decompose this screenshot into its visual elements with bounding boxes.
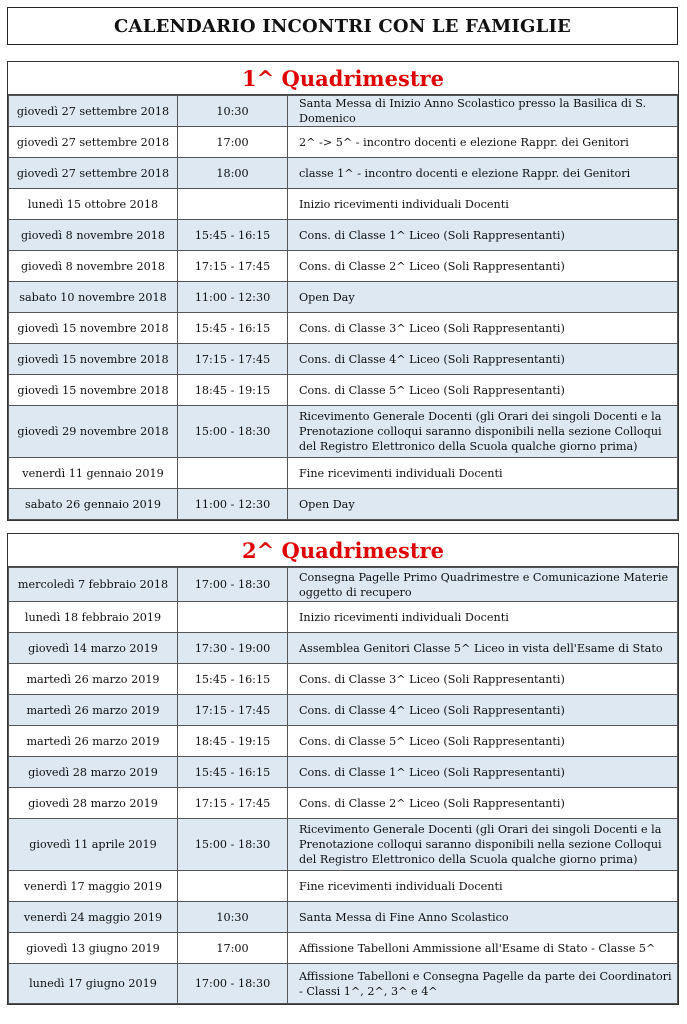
- event-description: Affissione Tabelloni e Consegna Pagelle da parte dei Coordinatori - Classi 1^, 2^, 3^ e 4^: [288, 964, 678, 1004]
- event-description: Fine ricevimenti individuali Docenti: [288, 458, 678, 489]
- event-time: 11:00 - 12:30: [178, 282, 288, 313]
- event-date: lunedì 18 febbraio 2019: [9, 602, 178, 633]
- document-title-box: [7, 7, 678, 45]
- table-row: [9, 158, 678, 189]
- table-row: [9, 220, 678, 251]
- event-description: Cons. di Classe 3^ Liceo (Soli Rappresentanti): [288, 313, 678, 344]
- table-row: [9, 344, 678, 375]
- event-time: 15:00 - 18:30: [178, 406, 288, 458]
- event-date: mercoledì 7 febbraio 2018: [9, 568, 178, 602]
- event-description: 2^ -> 5^ - incontro docenti e elezione Rappr. dei Genitori: [288, 127, 678, 158]
- event-time: 17:30 - 19:00: [178, 633, 288, 664]
- event-date: giovedì 28 marzo 2019: [9, 788, 178, 819]
- event-time: [178, 189, 288, 220]
- event-date: giovedì 28 marzo 2019: [9, 757, 178, 788]
- event-description: Cons. di Classe 5^ Liceo (Soli Rappresentanti): [288, 726, 678, 757]
- table-row: [9, 313, 678, 344]
- event-date: martedì 26 marzo 2019: [9, 695, 178, 726]
- table-row: [9, 568, 678, 602]
- event-date: lunedì 17 giugno 2019: [9, 964, 178, 1004]
- event-description: Cons. di Classe 3^ Liceo (Soli Rappresentanti): [288, 664, 678, 695]
- event-time: 18:45 - 19:15: [178, 375, 288, 406]
- table-row: [9, 96, 678, 127]
- event-time: 17:15 - 17:45: [178, 695, 288, 726]
- table-row: [9, 251, 678, 282]
- event-description: Open Day: [288, 489, 678, 520]
- table-row: [9, 871, 678, 902]
- table-row: [9, 664, 678, 695]
- event-time: 17:15 - 17:45: [178, 788, 288, 819]
- table-row: [9, 282, 678, 313]
- schedule-table-2: [8, 567, 678, 1004]
- document-title: CALENDARIO INCONTRI CON LE FAMIGLIE: [114, 15, 571, 37]
- event-description: Ricevimento Generale Docenti (gli Orari dei singoli Docenti e la Prenotazione colloqui saranno disponibili nella sezione Colloqui del Registro Elettronico della Scuola qualche giorno prima): [288, 819, 678, 871]
- event-description: Cons. di Classe 2^ Liceo (Soli Rappresentanti): [288, 788, 678, 819]
- event-time: 18:45 - 19:15: [178, 726, 288, 757]
- table-row: [9, 489, 678, 520]
- table-row: [9, 127, 678, 158]
- event-time: 17:15 - 17:45: [178, 344, 288, 375]
- event-date: giovedì 27 settembre 2018: [9, 96, 178, 127]
- table-row: [9, 695, 678, 726]
- table-row: [9, 602, 678, 633]
- event-date: sabato 10 novembre 2018: [9, 282, 178, 313]
- event-date: giovedì 8 novembre 2018: [9, 220, 178, 251]
- table-row: [9, 375, 678, 406]
- schedule-table-1: [8, 95, 678, 520]
- event-description: Santa Messa di Fine Anno Scolastico: [288, 902, 678, 933]
- event-time: 10:30: [178, 902, 288, 933]
- table-row: [9, 189, 678, 220]
- event-time: 15:45 - 16:15: [178, 757, 288, 788]
- event-date: sabato 26 gennaio 2019: [9, 489, 178, 520]
- event-description: Santa Messa di Inizio Anno Scolastico presso la Basilica di S. Domenico: [288, 96, 678, 127]
- section-heading-box: [8, 62, 678, 95]
- event-date: giovedì 14 marzo 2019: [9, 633, 178, 664]
- event-description: Cons. di Classe 1^ Liceo (Soli Rappresentanti): [288, 220, 678, 251]
- event-description: Fine ricevimenti individuali Docenti: [288, 871, 678, 902]
- event-description: Cons. di Classe 5^ Liceo (Soli Rappresentanti): [288, 375, 678, 406]
- event-date: martedì 26 marzo 2019: [9, 726, 178, 757]
- table-row: [9, 819, 678, 871]
- event-description: Cons. di Classe 2^ Liceo (Soli Rappresentanti): [288, 251, 678, 282]
- event-description: Inizio ricevimenti individuali Docenti: [288, 602, 678, 633]
- event-time: 17:00: [178, 127, 288, 158]
- event-description: Ricevimento Generale Docenti (gli Orari dei singoli Docenti e la Prenotazione colloqui saranno disponibili nella sezione Colloqui del Registro Elettronico della Scuola qualche giorno prima): [288, 406, 678, 458]
- event-time: 18:00: [178, 158, 288, 189]
- table-row: [9, 757, 678, 788]
- table-row: [9, 726, 678, 757]
- event-date: giovedì 13 giugno 2019: [9, 933, 178, 964]
- event-description: Consegna Pagelle Primo Quadrimestre e Comunicazione Materie oggetto di recupero: [288, 568, 678, 602]
- event-description: Open Day: [288, 282, 678, 313]
- event-time: 15:45 - 16:15: [178, 313, 288, 344]
- event-description: Cons. di Classe 4^ Liceo (Soli Rappresentanti): [288, 344, 678, 375]
- section-heading: 1^ Quadrimestre: [242, 65, 444, 91]
- event-time: 15:45 - 16:15: [178, 220, 288, 251]
- event-description: Cons. di Classe 4^ Liceo (Soli Rappresentanti): [288, 695, 678, 726]
- section-heading-box: [8, 534, 678, 567]
- event-date: martedì 26 marzo 2019: [9, 664, 178, 695]
- event-date: venerdì 17 maggio 2019: [9, 871, 178, 902]
- event-time: 17:15 - 17:45: [178, 251, 288, 282]
- event-date: venerdì 24 maggio 2019: [9, 902, 178, 933]
- event-date: lunedì 15 ottobre 2018: [9, 189, 178, 220]
- table-row: [9, 902, 678, 933]
- event-time: 17:00 - 18:30: [178, 964, 288, 1004]
- table-row: [9, 933, 678, 964]
- event-description: Inizio ricevimenti individuali Docenti: [288, 189, 678, 220]
- section-first-quadrimestre: [7, 61, 679, 521]
- event-time: 17:00: [178, 933, 288, 964]
- event-time: 15:00 - 18:30: [178, 819, 288, 871]
- event-time: [178, 602, 288, 633]
- event-time: 17:00 - 18:30: [178, 568, 288, 602]
- event-date: giovedì 8 novembre 2018: [9, 251, 178, 282]
- event-date: giovedì 27 settembre 2018: [9, 127, 178, 158]
- event-date: giovedì 15 novembre 2018: [9, 313, 178, 344]
- event-date: giovedì 15 novembre 2018: [9, 344, 178, 375]
- table-row: [9, 458, 678, 489]
- event-description: Cons. di Classe 1^ Liceo (Soli Rappresentanti): [288, 757, 678, 788]
- event-description: Assemblea Genitori Classe 5^ Liceo in vista dell'Esame di Stato: [288, 633, 678, 664]
- event-description: classe 1^ - incontro docenti e elezione Rappr. dei Genitori: [288, 158, 678, 189]
- event-time: [178, 458, 288, 489]
- table-row: [9, 788, 678, 819]
- event-time: [178, 871, 288, 902]
- event-date: giovedì 11 aprile 2019: [9, 819, 178, 871]
- section-second-quadrimestre: [7, 533, 679, 1005]
- event-time: 10:30: [178, 96, 288, 127]
- event-date: giovedì 29 novembre 2018: [9, 406, 178, 458]
- table-row: [9, 633, 678, 664]
- event-date: giovedì 27 settembre 2018: [9, 158, 178, 189]
- section-heading: 2^ Quadrimestre: [242, 537, 444, 563]
- table-row: [9, 964, 678, 1004]
- event-date: giovedì 15 novembre 2018: [9, 375, 178, 406]
- event-description: Affissione Tabelloni Ammissione all'Esame di Stato - Classe 5^: [288, 933, 678, 964]
- table-row: [9, 406, 678, 458]
- event-time: 11:00 - 12:30: [178, 489, 288, 520]
- event-date: venerdì 11 gennaio 2019: [9, 458, 178, 489]
- event-time: 15:45 - 16:15: [178, 664, 288, 695]
